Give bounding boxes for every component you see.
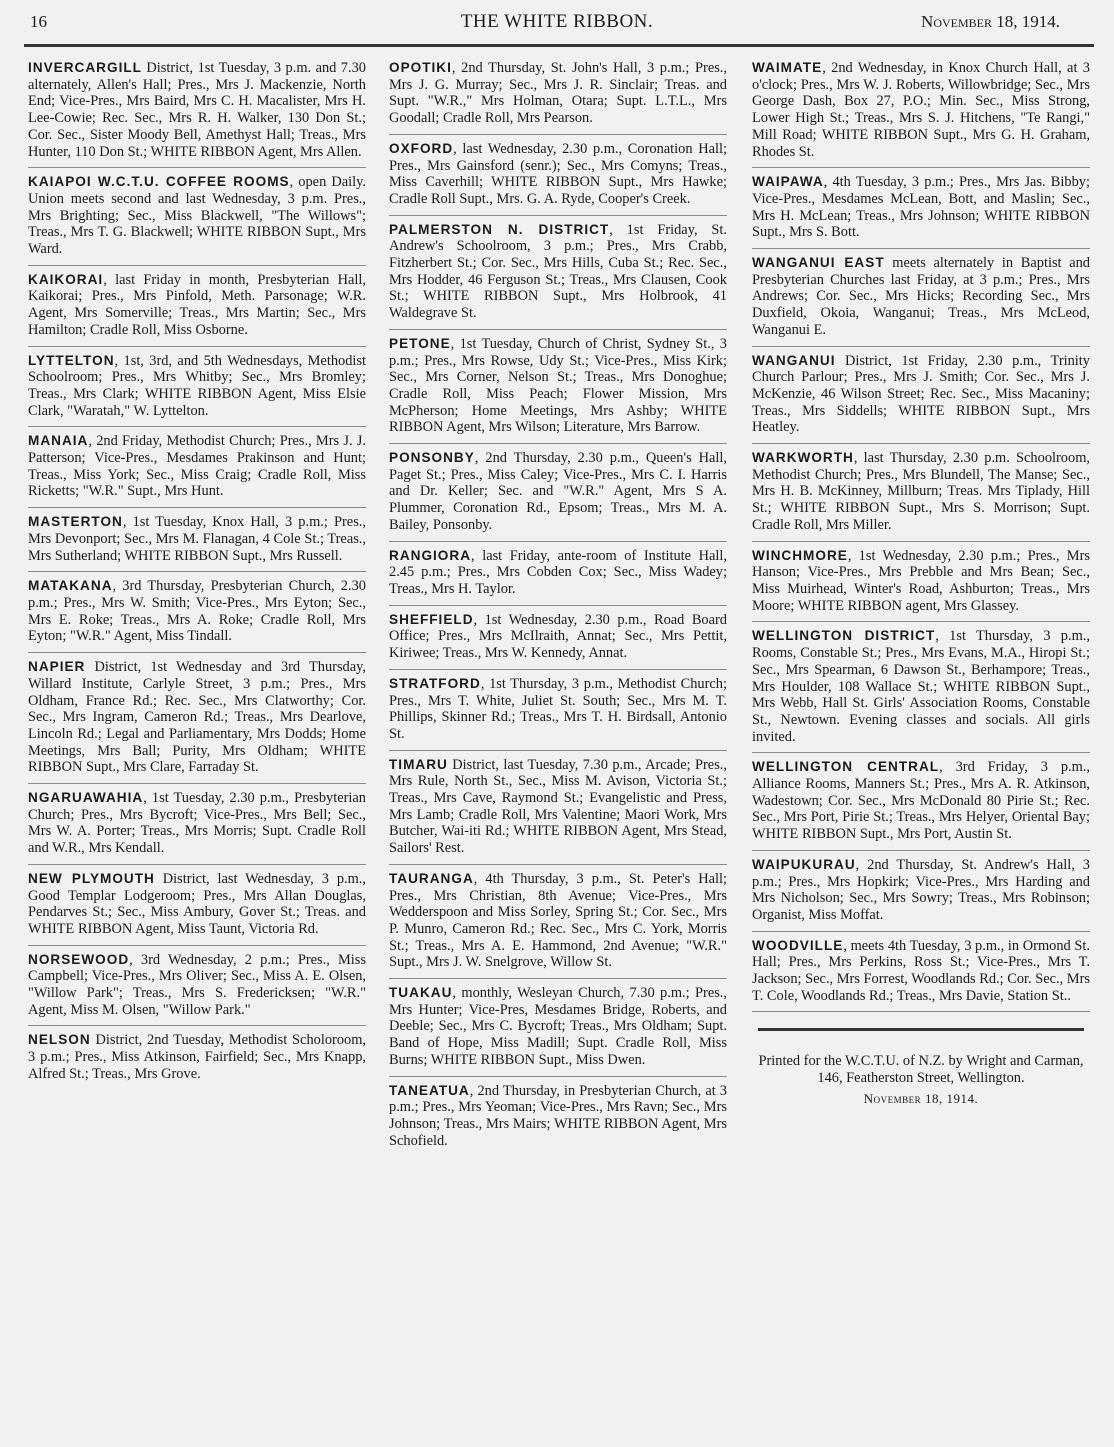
union-details: District, 2nd Tuesday, Methodist Scholoroom, 3 p.m.; Pres., Miss Atkinson, Fairfield; Sec., Mrs Knapp, Alfred St.; Treas., Mrs Grove. [28,1032,366,1082]
union-name: WELLINGTON DISTRICT [752,628,936,644]
union-entry [28,174,366,266]
union-entry [28,514,366,572]
union-details: , last Thursday, 2.30 p.m. Schoolroom, Methodist Church; Pres., Mrs Blundell, The Manse; Sec., Mrs H. B. McKinney, Millburn; Treas. Mrs Tiplady, Hill St.; WHITE RIBBON Supt., Mrs S. Morrison; Supt. Cradle Roll, Mrs Miller. [752,450,1090,533]
column-3 [752,60,1090,1107]
union-details: District, 1st Tuesday, 3 p.m. and 7.30 alternately, Allen's Hall; Pres., Mrs J. Mackenzie, North End; Vice-Pres., Mrs Baird, Mrs C. H. Macalister, Mrs H. Lee-Cowie; Rec. Sec., Mrs R. H. Walker, 130 Don St.; Cor. Sec., Sister Moody Bell, Amethyst Hall; Treas., Mrs Hunter, 110 Don St.; WHITE RIBBON Agent, Mrs Allen. [28,60,366,160]
union-entry [389,871,727,979]
union-name: WAIPAWA [752,174,824,190]
union-name: OPOTIKI [389,60,452,75]
union-details: District, last Tuesday, 7.30 p.m., Arcade; Pres., Mrs Rule, North St., Sec., Miss M. Avison, Victoria St.; Treas., Mrs Cave, Raymond St.; Evangelistic and Press, Mrs Lamb; Cradle Roll, Mrs Valentine; Maori Work, Mrs Butcher, Wai-iti Rd.; WHITE RIBBON Agent, Mrs Stead, Sailors' Rest. [389,756,727,857]
union-details: , 1st Wednesday, 2.30 p.m., Road Board Office; Pres., Mrs McIlraith, Annat; Sec., Mrs Pettit, Kiriwee; Treas., Mrs W. Kennedy, Annat. [389,611,727,662]
union-details: , 2nd Thursday, St. Andrew's Hall, 3 p.m.; Pres., Mrs Hopkirk; Vice-Pres., Mrs Harding and Mrs Nicholson; Sec., Mrs Sowry; Treas., Mrs Robinson; Organist, Miss Moffat. [752,856,1090,923]
union-entry [389,450,727,542]
union-entry [389,757,727,865]
union-details: , meets 4th Tuesday, 3 p.m., in Ormond St. Hall; Pres., Mrs Perkins, Ross St.; Vice-Pres., Mrs T. Jackson; Sec., Mrs Forrest, Woodlands Rd.; Cor. Sec., Mrs T. Cole, Woodlands Rd.; Treas., Mrs Davie, Station St.. [752,937,1090,1004]
union-name: TUAKAU [389,985,453,1001]
union-name: NGARUAWAHIA [28,790,144,806]
union-name: TIMARU [389,756,448,772]
union-name: NEW PLYMOUTH [28,870,155,886]
union-name: WAIMATE [752,60,823,75]
union-name: LYTTELTON [28,352,115,368]
union-entry [752,60,1090,168]
union-name: PETONE [389,335,451,351]
union-details: , monthly, Wesleyan Church, 7.30 p.m.; Pres., Mrs Hunter; Vice-Pres, Mesdames Bridge, Roberts, and Deeble; Sec., Mrs C. Bycroft; Treas., Mrs Oldham; Supt. Band of Hope, Miss Madill; Supt. Cradle Roll, Miss Burns; WHITE RIBBON Supt., Miss Dwen. [389,985,727,1068]
newspaper-title: THE WHITE RIBBON. [460,11,654,32]
union-details: , 2nd Thursday, in Presbyterian Church, at 3 p.m.; Pres., Mrs Yeoman; Vice-Pres., Mrs Ravn; Sec., Mrs Johnson; Treas., Mrs Mairs; WHITE RIBBON Agent, Mrs Schofield. [389,1082,727,1149]
union-details: , last Friday in month, Presbyterian Hall, Kaikorai; Pres., Mrs Pinfold, Meth. Parsonage; W.R. Agent, Mrs Somerville; Treas., Mrs Martin; Sec., Mrs Hamilton; Cradle Roll, Miss Osborne. [28,271,366,338]
union-details: , 2nd Friday, Methodist Church; Pres., Mrs J. J. Patterson; Vice-Pres., Mesdames Prakinson and Hunt; Treas., Miss York; Sec., Miss Craig; Cradle Roll, Miss Ricketts; "W.R." Supt., Mrs Hunt. [28,433,366,500]
union-details: District, 1st Wednesday and 3rd Thursday, Willard Institute, Carlyle Street, 3 p.m.; Pres., Mrs Oldham, France Rd.; Rec. Sec., Mrs Clatworthy; Cor. Sec., Mrs Ingram, Cameron Rd.; Treas., Mrs Dearlove, Lincoln Rd.; Legal and Parliamentary, Mrs Dodds; Home Meetings, Mrs Ball; Purity, Mrs Oldham; WHITE RIBBON Supt., Mrs Clare, Farraday St. [28,659,366,776]
column-1 [28,60,366,1096]
union-entry [389,141,727,216]
union-entry [389,548,727,606]
union-entry [28,1032,366,1089]
page-header [18,8,1096,36]
union-entry [389,985,727,1077]
union-entry [752,628,1090,753]
union-name: WANGANUI [752,352,836,368]
union-details: , 1st Thursday, 3 p.m., Rooms, Constable St.; Pres., Mrs Evans, M.A., Hiropi St.; Sec., Mrs Spearman, 6 Dawson St., Berhampore; Treas., Mrs Houlder, 108 Wallace St.; WHITE RIBBON Supt., Mrs Webb, Hall St. Girls' Association Rooms, Constable St., Newtown. Evening classes and socials. All girls invited. [752,628,1090,745]
union-name: PALMERSTON N. DISTRICT [389,221,610,237]
union-entry [28,272,366,347]
union-name: SHEFFIELD [389,611,474,627]
union-entry [28,790,366,865]
union-entry [752,548,1090,623]
union-name: PONSONBY [389,450,475,466]
union-entry [28,433,366,508]
union-entry [389,336,727,444]
union-name: TAURANGA [389,870,474,886]
union-entry [389,60,727,135]
union-details: , 1st Wednesday, 2.30 p.m.; Pres., Mrs Hanson; Vice-Pres., Mrs Prebble and Mrs Bean; Sec., Miss Muirhead, Winter's Road, Ashburton; Treas., Mrs Moore; WHITE RIBBON agent, Mrs Glassey. [752,547,1090,614]
union-name: TANEATUA [389,1082,470,1098]
union-name: WARKWORTH [752,450,854,466]
union-details: District, 1st Friday, 2.30 p.m., Trinity Church Parlour; Pres., Mrs J. Smith; Cor. Sec., Mrs J. McKenzie, 46 Wilson Street; Rec. Sec., Miss Macaniny; Treas., Mrs Siddells; WHITE RIBBON Supt., Mrs Heatley. [752,352,1090,436]
union-details: , 2nd Thursday, St. John's Hall, 3 p.m.; Pres., Mrs J. G. Murray; Sec., Mrs J. R. Sinclair; Treas. and Supt. "W.R.," Mrs Holman, Otara; Supt. L.T.L., Mrs Goodall; Cradle Roll, Mrs Pearson. [389,60,727,127]
header-rule [24,44,1094,47]
union-name: OXFORD [389,140,454,156]
union-entry [28,871,366,946]
union-name: KAIKORAI [28,271,104,287]
union-details: , last Wednesday, 2.30 p.m., Coronation Hall; Pres., Mrs Gainsford (senr.); Sec., Mrs Comyns; Treas., Miss Caverhill; WHITE RIBBON Supt., Mrs Hawke; Cradle Roll Supt., Mrs. G. A. Ryde, Cooper's Creek. [389,140,727,207]
union-name: WAIPUKURAU [752,856,856,872]
union-details: , 3rd Friday, 3 p.m., Alliance Rooms, Manners St.; Pres., Mrs A. R. Atkinson, Wadestown; Cor. Sec., Mrs McDonald 80 Pirie St.; Rec. Sec., Mrs Port, Pirie St.; Treas., Mrs Helyer, Oriental Bay; WHITE RIBBON Supt., Mrs Port, Austin St. [752,759,1090,843]
union-entry [752,759,1090,851]
union-name: NAPIER [28,659,86,675]
union-entry [389,612,727,670]
union-entry [752,353,1090,445]
union-name: KAIAPOI W.C.T.U. COFFEE ROOMS [28,174,290,190]
union-name: WELLINGTON CENTRAL [752,759,940,775]
union-entry [28,578,366,653]
union-details: , 3rd Thursday, Presbyterian Church, 2.30 p.m.; Pres., Mrs W. Smith; Vice-Pres., Mrs Eyton; Sec., Mrs E. Roke; Treas., Mrs A. Roke; Cradle Roll, Mrs Eyton; "W.R." Agent, Miss Tindall. [28,578,366,645]
union-details: , 4th Tuesday, 3 p.m.; Pres., Mrs Jas. Bibby; Vice-Pres., Mesdames McLean, Bott, and Maslin; Sec., Mrs H. McLean; Treas., Mrs Johnson; WHITE RIBBON Supt., Mrs S. Bott. [752,174,1090,241]
union-entry [28,60,366,168]
union-name: WANGANUI EAST [752,255,885,271]
union-name: WINCHMORE [752,547,848,563]
issue-date: November 18, 1914. [921,12,1060,31]
union-details: , 1st Thursday, 3 p.m., Methodist Church; Pres., Mrs T. White, Juliet St. South; Sec., Mrs M. T. Phillips, Skinner Rd.; Treas., Mrs T. H. Birdsall, Antonio St. [389,675,727,742]
union-details: , 1st Tuesday, Church of Christ, Sydney St., 3 p.m.; Pres., Mrs Rowse, Udy St.; Vice-Pres., Miss Kirk; Sec., Mrs Corner, Nelson St.; Treas., Mrs Donoghue; Cradle Roll, Miss Peach; Flower Mission, Mrs McPherson; Home Meetings, Mrs Ashby; WHITE RIBBON Agent, Mrs Wilson; Literature, Mrs Barrow. [389,335,727,436]
union-entry [389,222,727,330]
union-name: INVERCARGILL [28,60,142,75]
union-name: NELSON [28,1032,91,1048]
union-entry [28,353,366,428]
union-entry [752,255,1090,347]
union-name: NORSEWOOD [28,951,130,967]
union-entry [389,676,727,751]
union-name: MATAKANA [28,578,113,594]
union-details: , 1st, 3rd, and 5th Wednesdays, Methodist Schoolroom; Pres., Mrs Whitby; Sec., Mrs Bromley; Treas., Mrs Clark; WHITE RIBBON Agent, Miss Elsie Clark, "Waratah," W. Lyttelton. [28,352,366,419]
union-name: MASTERTON [28,514,123,530]
union-details: , 1st Tuesday, Knox Hall, 3 p.m.; Pres., Mrs Devonport; Sec., Mrs M. Flanagan, 4 Cole St.; Treas., Mrs Sutherland; WHITE RIBBON Supt., Mrs Russell. [28,514,366,564]
union-details: District, last Wednesday, 3 p.m., Good Templar Lodgeroom; Pres., Mrs Allan Douglas, Pendarves St.; Sec., Miss Ambury, Gover St.; Treas. and WHITE RIBBON Agent, Miss Taunt, Victoria Rd. [28,870,366,937]
column-2 [389,60,727,1162]
footer-rule [758,1028,1084,1031]
page-number: 16 [30,12,47,31]
union-details: meets alternately in Baptist and Presbyterian Churches last Friday, at 3 p.m.; Pres., Mrs Andrews; Cor. Sec., Mrs Hicks; Recording Sec., Mrs Duxfield, Okoia, Wanganui; Treas., Mrs McLeod, Wanganui E. [752,255,1091,338]
union-name: MANAIA [28,433,89,449]
union-name: RANGIORA [389,547,472,563]
union-name: STRATFORD [389,675,481,691]
union-entry [752,938,1090,1013]
union-entry [752,857,1090,932]
union-details: , 1st Friday, St. Andrew's Schoolroom, 3 p.m.; Pres., Mrs Crabb, Fitzherbert St.; Cor. Sec., Mrs Hills, Cuba St.; Rec. Sec., Mrs Hodder, 46 Ferguson St.; Treas., Mrs Clausen, Cook St.; WHITE RIBBON Supt., Mrs Holbrook, 41 Waldegrave St. [389,221,727,322]
union-entry [28,659,366,784]
union-details: , 3rd Wednesday, 2 p.m.; Pres., Miss Campbell; Vice-Pres., Mrs Oliver; Sec., Miss A. E. Olsen, "Willow Park"; Treas., Mrs S. Fredericksen; "W.R." Agent, Miss M. Olsen, "Willow Park." [28,951,366,1018]
union-entry [752,450,1090,542]
union-details: , open Daily. Union meets second and last Wednesday, 3 p.m. Pres., Mrs Brighting; Sec., Miss Blackwell, "The Willows"; Treas., Mrs T. G. Blackwell; WHITE RIBBON Supt., Mrs Ward. [28,174,366,258]
union-name: WOODVILLE [752,937,844,953]
printer-notice: Printed for the W.C.T.U. of N.Z. by Wright and Carman, 146, Featherston Street, Wellington. [758,1053,1084,1087]
union-entry [752,174,1090,249]
union-details: , last Friday, ante-room of Institute Hall, 2.45 p.m.; Pres., Mrs Cobden Cox; Sec., Miss Wadey; Treas., Mrs H. Taylor. [389,547,727,597]
printer-date: November 18, 1914. [863,1091,979,1107]
union-details: , 4th Thursday, 3 p.m., St. Peter's Hall; Pres., Mrs Christian, 8th Avenue; Vice-Pres., Mrs Wedderspoon and Miss Sorley, Spring St.; Cor. Sec., Mrs P. Munro, Cameron Rd.; Rec. Sec., Mrs C. York, Morris St.; Treas., Mrs A. E. Hammond, 2nd Avenue; "W.R." Supt., Mrs J. W. Snelgrove, Willow St. [389,870,727,971]
union-entry [28,952,366,1027]
union-entry [389,1083,727,1157]
union-details: , 2nd Wednesday, in Knox Church Hall, at 3 o'clock; Pres., Mrs W. J. Roberts, Willowbridge; Sec., Mrs George Dash, Box 27, P.O.; Min. Sec., Miss Strong, Lower High St.; Treas., Mrs S. J. Hitchens, "Te Rangi," Mill Road; WHITE RIBBON Supt., Mrs G. H. Graham, Rhodes St. [752,60,1090,160]
union-details: , 1st Tuesday, 2.30 p.m., Presbyterian Church; Pres., Mrs Bycroft; Vice-Pres., Mrs Bell; Sec., Mrs W. A. Porter; Treas., Mrs Morris; Supt. Cradle Roll and W.R., Mrs Kendall. [28,790,366,857]
union-details: , 2nd Thursday, 2.30 p.m., Queen's Hall, Paget St.; Pres., Miss Caley; Vice-Pres., Mrs C. I. Harris and Dr. Keller; Sec. and "W.R." Agent, Mrs S A. Plummer, Coronation Rd., Epsom; Treas., Mrs M. A. Bailey, Ponsonby. [389,450,727,533]
